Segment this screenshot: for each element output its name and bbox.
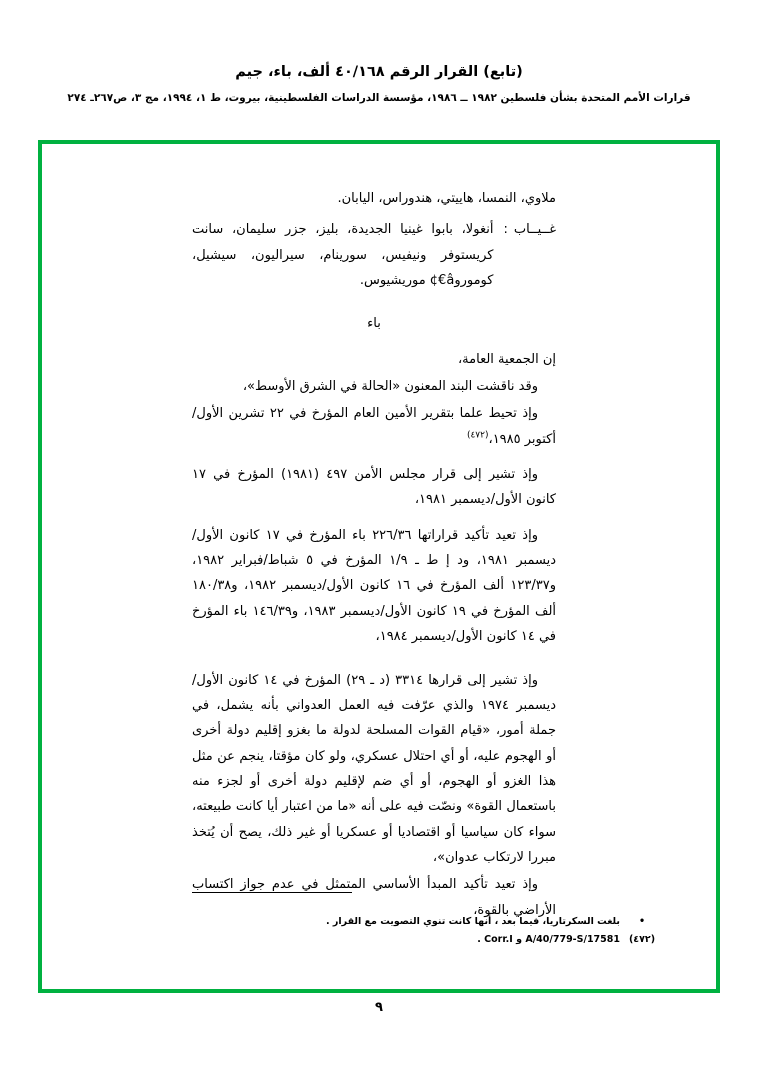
footnote-ref-472: (٤٧٢)	[466, 430, 489, 441]
document-title: (تابع) القرار الرقم ٤٠/١٦٨ ألف، باء، جيم	[235, 64, 523, 80]
page-number: ٩	[375, 1000, 383, 1015]
footnote-item	[102, 913, 656, 931]
absent-colon: :	[503, 222, 508, 238]
absent-countries: أنغولا، بابوا غينيا الجديدة، بليز، جزر سليمان، سانت كريستوفر ونيفيس، سورينام، سيراليون، سيشيل، كوموروâ€¢ موريشيوس.	[192, 222, 494, 289]
footnotes-block	[102, 913, 656, 949]
document-source-line: قرارات الأمم المتحدة بشأن فلسطين ١٩٨٢ ــ ١٩٨٦، مؤسسة الدراسات الفلسطينية، بيروت، ط ١، ١٩٩٤، مج ٣، ص٢٦٧ـ ٢٧٤	[67, 92, 691, 105]
paragraph-2-text: وإذ تحيط علما بتقرير الأمين العام المؤرخ في ٢٢ تشرين الأول/أكتوبر ١٩٨٥،	[192, 406, 556, 447]
page-header	[0, 0, 758, 107]
countries-line: ملاوي، النمسا، هاييتي، هندوراس، اليابان.	[337, 191, 556, 206]
footnote-separator	[192, 892, 352, 893]
footnote-marker: (٤٧٢)	[628, 933, 656, 945]
paragraph-5: وإذ تشير إلى قرارها ٣٣١٤ (د ـ ٢٩) المؤرخ في ١٤ كانون الأول/ديسمبر ١٩٧٤ والذي عرّفت فيه العمل العدواني بأنه يشمل، في جملة أمور، «قيام القوات المسلحة لدولة ما بغزو إقليم دولة أخرى أو الهجوم عليه، أو أي احتلال عسكري، ولو كان مؤقتا، ينجم عن مثل هذا الغزو أو الهجوم، أو أي ضم لإقليم دولة أخرى أو لجزء منه باستعمال القوة» ونصّت فيه على أنه «ما من اعتبار أيا كانت طبيعته، سواء كان سياسيا أو اقتصاديا أو عسكريا أو غير ذلك، يصح أن يُتخذ مبررا لارتكاب عدوان»،	[192, 672, 556, 865]
paragraph-1: وقد ناقشت البند المعنون «الحالة في الشرق الأوسط»،	[242, 379, 538, 395]
paragraph-2	[192, 401, 556, 452]
footnote-text: بلغت السكرتاريا، فيما بعد ، أنها كانت تنوي التصويت مع القرار .	[326, 915, 620, 927]
section-letter: باء	[367, 316, 381, 332]
footnote-marker: •	[638, 915, 646, 927]
footnote-item	[102, 931, 656, 949]
absent-label: غــيــاب	[513, 222, 556, 238]
footnote-text: A/40/779-S/17581 و Corr.I .	[477, 933, 620, 945]
green-border-frame	[38, 140, 720, 993]
paragraph-3: وإذ تشير إلى قرار مجلس الأمن ٤٩٧ (١٩٨١) المؤرخ في ١٧ كانون الأول/ديسمبر ١٩٨١،	[192, 467, 556, 508]
document-body	[42, 144, 716, 989]
paragraph-4: وإذ تعيد تأكيد قراراتها ٢٢٦/٣٦ باء المؤرخ في ١٧ كانون الأول/ديسمبر ١٩٨١، ود إ ط ـ ١/٩ المؤرخ في ٥ شباط/فبراير ١٩٨٢، و١٢٣/٣٧ ألف المؤرخ في ١٦ كانون الأول/ديسمبر ١٩٨٢، و١٨٠/٣٨ ألف المؤرخ في ١٩ كانون الأول/ديسمبر ١٩٨٣، و١٤٦/٣٩ باء المؤرخ في ١٤ كانون الأول/ديسمبر ١٩٨٤،	[192, 527, 557, 645]
absent-delegations-row	[192, 217, 556, 293]
paragraph-6: وإذ تعيد تأكيد المبدأ الأساسي المتمثل في عدم جواز اكتساب الأراضي بالقوة،	[192, 877, 556, 918]
assembly-opening: إن الجمعية العامة،	[457, 351, 556, 367]
